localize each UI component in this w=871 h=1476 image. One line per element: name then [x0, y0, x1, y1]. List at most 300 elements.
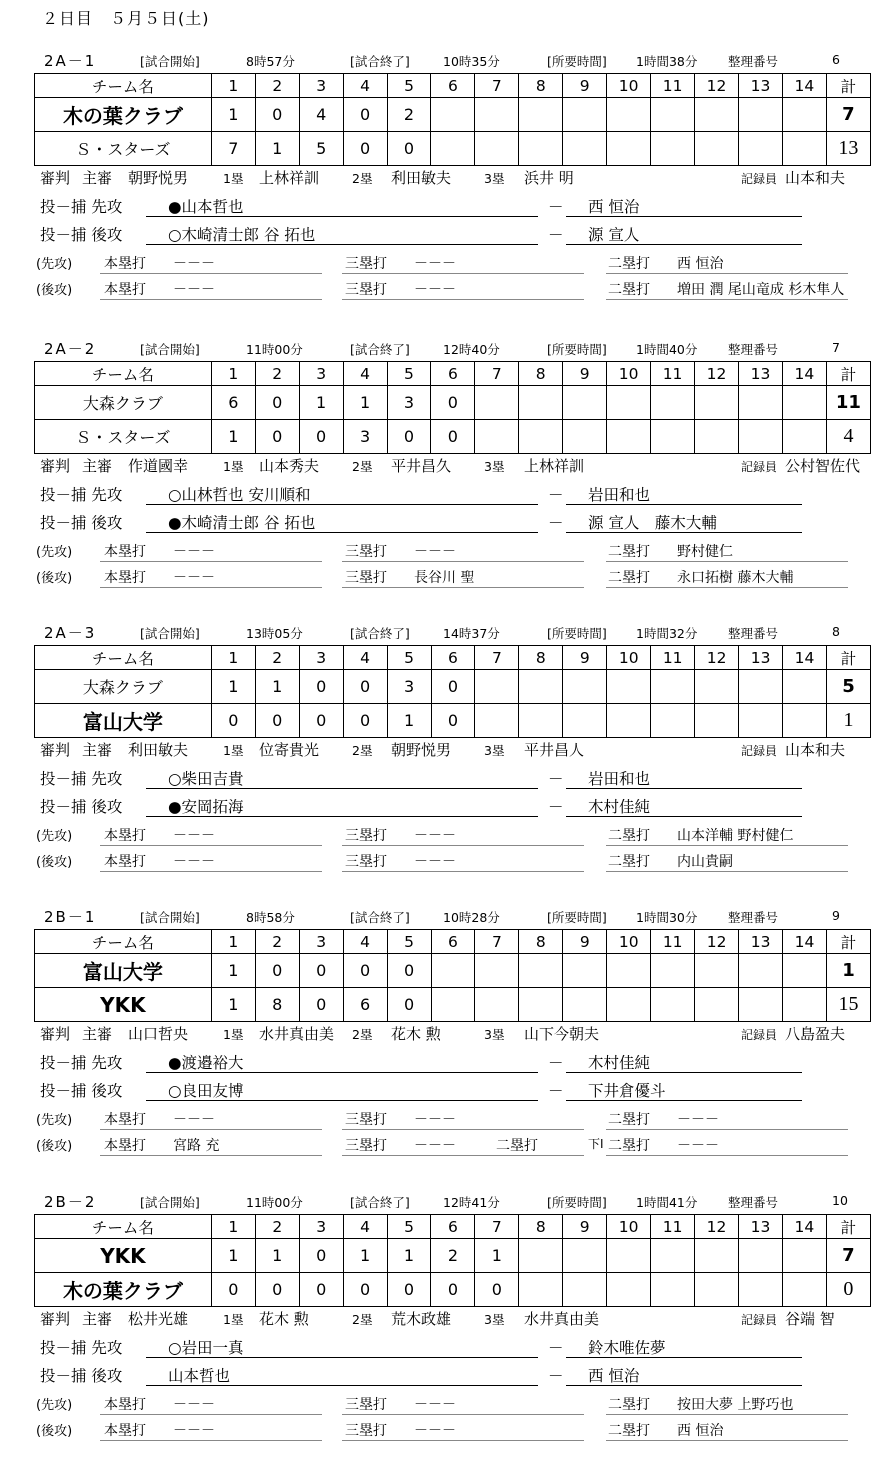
second-triple: －－－ [414, 1138, 456, 1154]
chief-umpire: 利田敏夫 [128, 741, 189, 759]
inning-score: 0 [211, 704, 255, 738]
inning-header: 7 [475, 362, 519, 386]
inning-header: 8 [519, 362, 563, 386]
inning-header: 4 [343, 362, 387, 386]
inning-header: 13 [738, 1215, 782, 1239]
inning-score: 5 [299, 132, 343, 166]
first-double: 西 恒治 [677, 256, 724, 272]
inning-score [695, 1273, 739, 1307]
total-header: 計 [827, 646, 871, 670]
inning-header: 8 [519, 930, 563, 954]
triple-label: 三塁打 [345, 828, 387, 844]
inning-score [563, 132, 607, 166]
base3-label: 3塁 [484, 459, 505, 474]
second-catchers: 西 恒治 [588, 1367, 640, 1385]
game-block [0, 1193, 871, 1476]
inning-score [607, 954, 651, 988]
inning-score [783, 988, 827, 1022]
duration-value: 1時間41分 [636, 1195, 698, 1210]
game-id: 2B－1 [44, 908, 97, 926]
battery-second-label: 投－捕 後攻 [40, 798, 123, 816]
inning-header: 4 [343, 646, 387, 670]
end-label: [試合終了] [350, 54, 410, 69]
second-base-umpire: 平井昌久 [391, 457, 452, 475]
second-pitchers: ●安岡拓海 [168, 798, 244, 816]
inning-header: 12 [695, 930, 739, 954]
inning-header: 2 [255, 1215, 299, 1239]
first-triple: －－－ [414, 1112, 456, 1128]
third-base-umpire: 山下今朝夫 [524, 1025, 600, 1043]
double-label: 二塁打 [608, 544, 650, 560]
inning-score [475, 132, 519, 166]
inning-header: 2 [255, 646, 299, 670]
inning-score [519, 1239, 563, 1273]
triple-label: 三塁打 [345, 1423, 387, 1439]
inning-score [431, 954, 475, 988]
start-label: [試合開始] [140, 1195, 200, 1210]
base2-label: 2塁 [352, 459, 373, 474]
dash: － [548, 1339, 564, 1357]
game-meta [0, 1193, 871, 1213]
umpire-label: 審判 [40, 1310, 71, 1328]
inning-header: 5 [387, 646, 431, 670]
inning-score: 1 [255, 132, 299, 166]
third-base-umpire: 浜井 明 [524, 169, 574, 187]
total-header: 計 [826, 74, 870, 98]
inning-header: 1 [211, 646, 255, 670]
total-header: 計 [827, 930, 871, 954]
inning-score [695, 704, 739, 738]
header-row [35, 930, 871, 954]
total-header: 計 [826, 362, 870, 386]
first-base-umpire: 山本秀夫 [259, 457, 320, 475]
dash: － [548, 514, 564, 532]
second-label: (後攻) [36, 283, 73, 298]
first-double: 野村健仁 [677, 544, 733, 560]
inning-score: 2 [431, 1239, 475, 1273]
inning-score [695, 132, 739, 166]
inning-header: 6 [431, 74, 475, 98]
inning-header: 11 [651, 362, 695, 386]
first-label: (先攻) [36, 257, 73, 272]
chief-umpire: 作道國幸 [128, 457, 189, 475]
hr-label: 本塁打 [104, 854, 146, 870]
team-name: 大森クラブ [35, 670, 212, 704]
inning-score: 0 [343, 954, 387, 988]
inning-score [738, 98, 782, 132]
second-base-umpire: 利田敏夫 [391, 169, 452, 187]
end-label: [試合終了] [350, 626, 410, 641]
inning-score: 0 [431, 704, 475, 738]
inning-score: 0 [299, 1239, 343, 1273]
dash: － [548, 1367, 564, 1385]
battery-first-label: 投－捕 先攻 [40, 770, 123, 788]
inning-score [651, 670, 695, 704]
first-hr: －－－ [173, 256, 215, 272]
inning-header: 1 [211, 930, 255, 954]
base3-label: 3塁 [484, 743, 505, 758]
end-time: 10時35分 [443, 54, 500, 69]
duration-value: 1時間38分 [636, 54, 698, 69]
inning-header: 8 [519, 646, 563, 670]
recorder-label: 記録員 [741, 1028, 778, 1042]
first-base-umpire: 花木 勲 [259, 1310, 309, 1328]
second-label: (後攻) [36, 1139, 73, 1154]
game-block [0, 908, 871, 1191]
start-label: [試合開始] [140, 54, 200, 69]
inning-score [695, 954, 739, 988]
chief-label: 主審 [82, 457, 113, 475]
inning-header: 6 [431, 930, 475, 954]
second-triple: －－－ [414, 854, 456, 870]
inning-score: 1 [211, 420, 255, 454]
inning-score: 0 [343, 1273, 387, 1307]
base1-label: 1塁 [223, 743, 244, 758]
scoreboard [34, 929, 871, 1022]
game-id: 2B－2 [44, 1193, 97, 1211]
inning-score: 8 [255, 988, 299, 1022]
first-catchers: 岩田和也 [588, 486, 651, 504]
chief-label: 主審 [82, 169, 113, 187]
inning-score [651, 988, 695, 1022]
inning-score: 1 [343, 386, 387, 420]
first-double: －－－ [677, 1112, 719, 1128]
second-base-umpire: 朝野悦男 [391, 741, 452, 759]
inning-score: 1 [343, 1239, 387, 1273]
header-row [35, 1215, 871, 1239]
seq-number: 6 [832, 52, 840, 67]
start-label: [試合開始] [140, 626, 200, 641]
first-base-umpire: 水井真由美 [259, 1025, 335, 1043]
recorder-label: 記録員 [741, 460, 778, 474]
triple-label: 三塁打 [345, 282, 387, 298]
inning-header: 12 [695, 646, 739, 670]
first-double: 按田大夢 上野巧也 [677, 1397, 794, 1413]
inning-header: 14 [782, 1215, 826, 1239]
inning-score [431, 132, 475, 166]
inning-header: 9 [563, 74, 607, 98]
team-name-header: チーム名 [35, 930, 212, 954]
battery-second-label: 投－捕 後攻 [40, 514, 123, 532]
double-label: 二塁打 [608, 570, 650, 586]
team-row [35, 988, 871, 1022]
chief-label: 主審 [82, 1025, 113, 1043]
inning-score: 0 [255, 954, 299, 988]
first-base-umpire: 位寄貴光 [259, 741, 320, 759]
inning-header: 11 [651, 1215, 695, 1239]
end-time: 12時41分 [443, 1195, 500, 1210]
first-base-umpire: 上林祥訓 [259, 169, 320, 187]
first-catchers: 鈴木唯佐夢 [588, 1339, 666, 1357]
inning-score [563, 420, 607, 454]
inning-score: 1 [211, 670, 255, 704]
inning-header: 3 [299, 1215, 343, 1239]
seq-label: 整理番号 [728, 626, 779, 641]
recorder-name: 山本和夫 [785, 741, 846, 759]
game-block [0, 624, 871, 907]
inning-header: 11 [651, 646, 695, 670]
first-hr: －－－ [173, 544, 215, 560]
recorder-name: 山本和夫 [785, 169, 846, 187]
duration-label: [所要時間] [547, 54, 607, 69]
second-hr: －－－ [173, 854, 215, 870]
team-total: 15 [827, 988, 871, 1022]
second-label: (後攻) [36, 571, 73, 586]
inning-score [607, 132, 651, 166]
inning-header: 5 [387, 74, 431, 98]
inning-score: 6 [211, 386, 255, 420]
hr-label: 本塁打 [104, 1112, 146, 1128]
base1-label: 1塁 [223, 1027, 244, 1042]
base1-label: 1塁 [223, 171, 244, 186]
triple-label: 三塁打 [345, 854, 387, 870]
chief-umpire: 松井光雄 [128, 1310, 189, 1328]
first-label: (先攻) [36, 1113, 73, 1128]
inning-score: 0 [475, 1273, 519, 1307]
inning-header: 6 [431, 1215, 475, 1239]
inning-score: 1 [255, 670, 299, 704]
inning-score: 1 [387, 1239, 431, 1273]
inning-header: 14 [783, 646, 827, 670]
inning-score: 0 [299, 704, 343, 738]
inning-score [651, 98, 695, 132]
team-name-header: チーム名 [35, 74, 212, 98]
inning-score [782, 386, 826, 420]
inning-header: 11 [651, 930, 695, 954]
inning-score: 3 [387, 670, 431, 704]
dash: － [548, 798, 564, 816]
inning-header: 2 [255, 930, 299, 954]
hr-label: 本塁打 [104, 1423, 146, 1439]
second-base-umpire: 荒木政雄 [391, 1310, 452, 1328]
inning-score [475, 386, 519, 420]
inning-header: 2 [255, 362, 299, 386]
inning-score [739, 988, 783, 1022]
inning-score [431, 988, 475, 1022]
inning-header: 5 [387, 930, 431, 954]
inning-score [782, 1239, 826, 1273]
inning-score [738, 1239, 782, 1273]
battery-first-label: 投－捕 先攻 [40, 198, 123, 216]
umpire-label: 審判 [40, 169, 71, 187]
inning-header: 8 [519, 1215, 563, 1239]
first-triple: －－－ [414, 544, 456, 560]
inning-score: 2 [387, 98, 431, 132]
hr-label: 本塁打 [104, 1138, 146, 1154]
dash: － [548, 1054, 564, 1072]
team-row [35, 954, 871, 988]
seq-number: 10 [832, 1193, 848, 1208]
chief-label: 主審 [82, 1310, 113, 1328]
inning-header: 13 [739, 930, 783, 954]
triple-label: 三塁打 [345, 1112, 387, 1128]
inning-score [695, 670, 739, 704]
seq-label: 整理番号 [728, 342, 779, 357]
inning-score: 0 [387, 1273, 431, 1307]
inning-score [519, 954, 563, 988]
team-name-header: チーム名 [35, 1215, 212, 1239]
team-name: 大森クラブ [35, 386, 212, 420]
start-label: [試合開始] [140, 910, 200, 925]
inning-score: 1 [211, 1239, 255, 1273]
scoreboard [34, 1214, 871, 1307]
inning-header: 10 [607, 930, 651, 954]
second-double: 内山貴嗣 [677, 854, 733, 870]
inning-header: 4 [343, 930, 387, 954]
team-row [35, 386, 871, 420]
recorder-label: 記録員 [741, 172, 778, 186]
inning-header: 3 [299, 930, 343, 954]
first-hr: －－－ [173, 1112, 215, 1128]
dash: － [548, 770, 564, 788]
duration-label: [所要時間] [547, 1195, 607, 1210]
recorder-name: 八島盈夫 [785, 1025, 846, 1043]
inning-header: 13 [738, 362, 782, 386]
duration-value: 1時間40分 [636, 342, 698, 357]
second-catchers: 源 宣人 藤木大輔 [588, 514, 717, 532]
team-row [35, 670, 871, 704]
inning-score: 0 [431, 420, 475, 454]
team-name: 木の葉クラブ [35, 1273, 212, 1307]
base3-label: 3塁 [484, 1312, 505, 1327]
triple-label: 三塁打 [345, 544, 387, 560]
inning-score [563, 704, 607, 738]
battery-first-label: 投－捕 先攻 [40, 1054, 123, 1072]
battery-second-label: 投－捕 後攻 [40, 226, 123, 244]
third-base-umpire: 水井真由美 [524, 1310, 600, 1328]
umpire-label: 審判 [40, 741, 71, 759]
team-total: 13 [826, 132, 870, 166]
inning-score: 0 [255, 704, 299, 738]
inning-score [695, 98, 739, 132]
second-hr: 宮路 充 [173, 1138, 220, 1154]
second-triple: －－－ [414, 282, 456, 298]
inning-score: 0 [299, 420, 343, 454]
recorder-name: 谷端 智 [785, 1310, 835, 1328]
first-pitchers: ●山本哲也 [168, 198, 244, 216]
second-catchers: 源 宣人 [588, 226, 640, 244]
double-label: 二塁打 [608, 828, 650, 844]
double-label: 二塁打 [608, 1138, 650, 1154]
duration-value: 1時間32分 [636, 626, 698, 641]
first-triple: －－－ [414, 828, 456, 844]
base3-label: 3塁 [484, 171, 505, 186]
seq-label: 整理番号 [728, 910, 779, 925]
third-base-umpire: 平井昌人 [524, 741, 585, 759]
umpire-label: 審判 [40, 457, 71, 475]
scoreboard [34, 645, 871, 738]
team-total: 7 [826, 98, 870, 132]
inning-header: 1 [211, 1215, 255, 1239]
inning-score: 6 [343, 988, 387, 1022]
base2-label: 2塁 [352, 743, 373, 758]
hr-label: 本塁打 [104, 828, 146, 844]
inning-score: 0 [387, 132, 431, 166]
inning-score: 0 [387, 954, 431, 988]
game-meta [0, 340, 871, 360]
first-label: (先攻) [36, 829, 73, 844]
second-pitchers: ○木崎清士郎 谷 拓也 [168, 226, 316, 244]
first-pitchers: ●渡邉裕大 [168, 1054, 244, 1072]
first-hr: －－－ [173, 828, 215, 844]
inning-score [475, 988, 519, 1022]
inning-score [651, 954, 695, 988]
inning-score [607, 98, 651, 132]
inning-score [519, 420, 563, 454]
double-label: 二塁打 [608, 854, 650, 870]
inning-header: 5 [387, 362, 431, 386]
end-label: [試合終了] [350, 1195, 410, 1210]
team-total: 1 [827, 704, 871, 738]
inning-score [783, 954, 827, 988]
inning-score: 0 [343, 132, 387, 166]
second-pitchers: ○良田友博 [168, 1082, 244, 1100]
second-double: 永口拓樹 藤木大輔 [677, 570, 794, 586]
inning-header: 8 [519, 74, 563, 98]
duration-label: [所要時間] [547, 910, 607, 925]
first-hr: －－－ [173, 1397, 215, 1413]
team-name: Ｓ・スターズ [35, 420, 212, 454]
inning-score: 0 [211, 1273, 255, 1307]
triple-label: 三塁打 [345, 570, 387, 586]
first-pitchers: ○岩田一真 [168, 1339, 244, 1357]
inning-score: 7 [211, 132, 255, 166]
team-name: 富山大学 [35, 704, 212, 738]
battery-first-label: 投－捕 先攻 [40, 486, 123, 504]
inning-header: 7 [475, 1215, 519, 1239]
inning-score [431, 98, 475, 132]
header-row [35, 646, 871, 670]
inning-score [738, 386, 782, 420]
second-double: －－－ [677, 1138, 719, 1154]
inning-score [475, 420, 519, 454]
inning-score [738, 132, 782, 166]
inning-header: 13 [739, 646, 783, 670]
inning-score: 1 [387, 704, 431, 738]
header-row [35, 74, 871, 98]
inning-header: 6 [431, 362, 475, 386]
team-row [35, 1273, 871, 1307]
chief-umpire: 朝野悦男 [128, 169, 189, 187]
second-triple: 長谷川 聖 [414, 570, 475, 586]
inning-score: 1 [211, 988, 255, 1022]
inning-score [695, 420, 739, 454]
first-pitchers: ○山林哲也 安川順和 [168, 486, 311, 504]
second-label: (後攻) [36, 855, 73, 870]
inning-score: 0 [343, 704, 387, 738]
inning-score: 1 [255, 1239, 299, 1273]
game-id: 2A－1 [44, 52, 97, 70]
dash: － [548, 1082, 564, 1100]
first-triple: －－－ [414, 256, 456, 272]
inning-header: 10 [607, 362, 651, 386]
inning-header: 12 [695, 1215, 739, 1239]
inning-header: 14 [783, 930, 827, 954]
inning-score: 1 [299, 386, 343, 420]
inning-header: 6 [431, 646, 475, 670]
inning-score [783, 704, 827, 738]
header-row [35, 362, 871, 386]
team-row [35, 98, 871, 132]
inning-score: 0 [343, 98, 387, 132]
second-double: 増田 潤 尾山竜成 杉木隼人 [677, 282, 845, 298]
inning-score: 0 [255, 420, 299, 454]
inning-score [607, 420, 651, 454]
inning-score: 0 [431, 386, 475, 420]
inning-score [475, 670, 519, 704]
game-block [0, 52, 871, 335]
recorder-name: 公村智佐代 [785, 457, 861, 475]
